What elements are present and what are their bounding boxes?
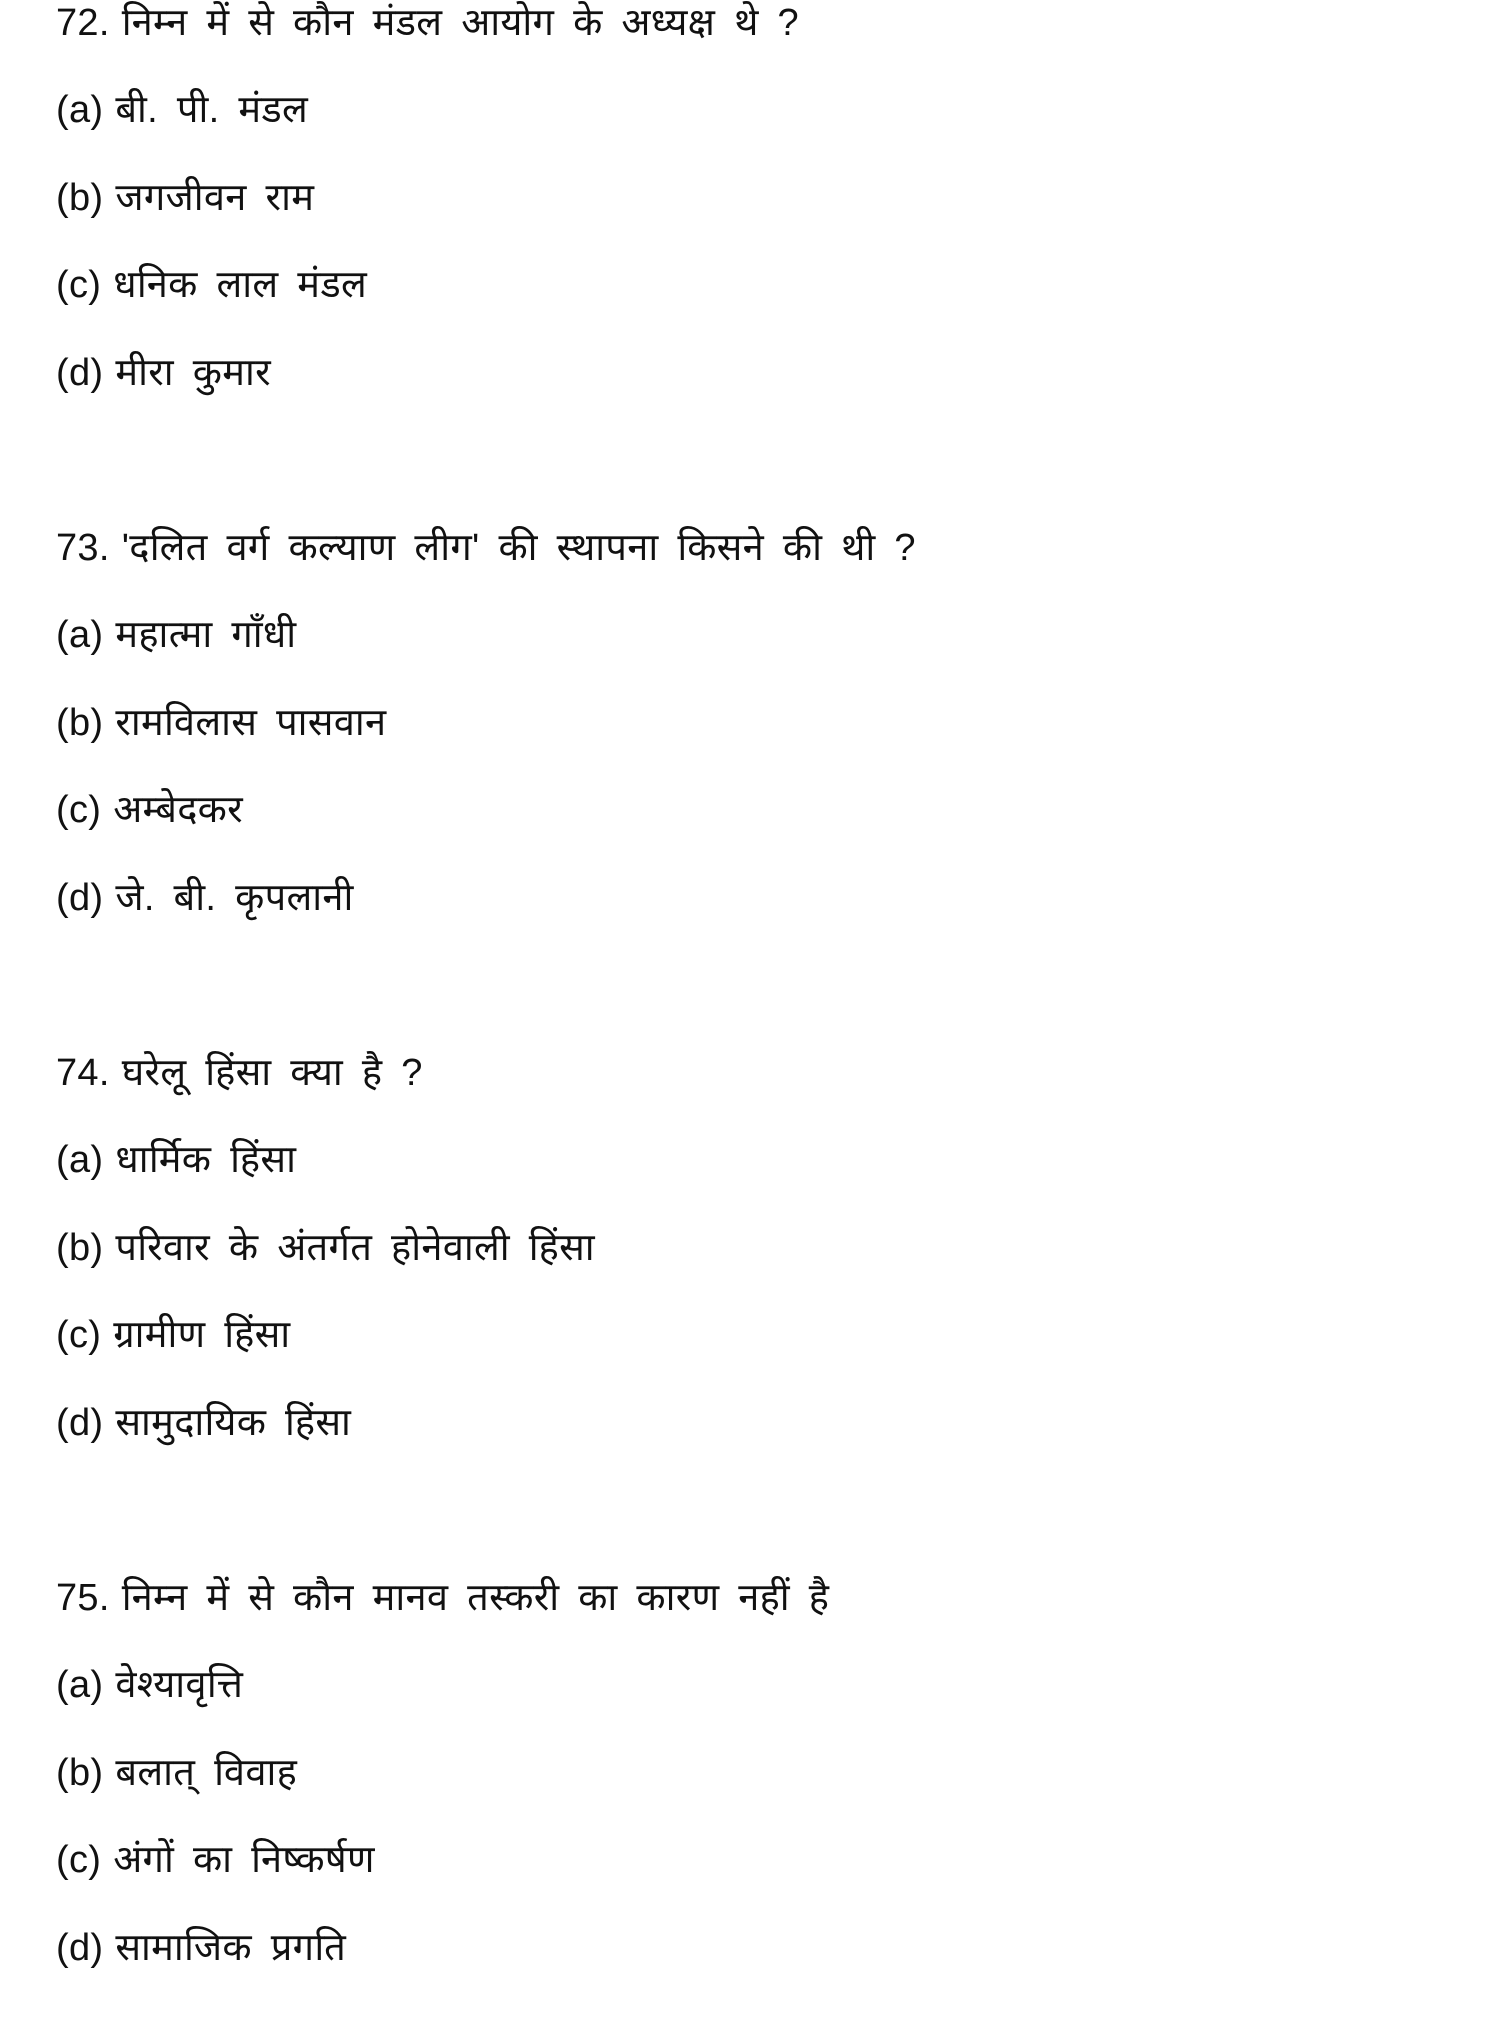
question-number: 74. [56,1052,110,1094]
option-text: जगजीवन राम [115,177,315,219]
option-75-b [56,1743,297,1803]
option-73-b [56,693,386,753]
question-74 [56,1043,423,1103]
option-text: मीरा कुमार [115,352,271,394]
option-label: (a) [56,89,104,131]
option-text: बलात् विवाह [115,1752,298,1794]
option-label: (a) [56,1139,104,1181]
question-75 [56,1568,829,1628]
option-74-c [56,1305,290,1365]
option-label: (c) [56,264,102,306]
option-text: धार्मिक हिंसा [115,1139,297,1181]
option-label: (a) [56,614,104,656]
option-text: जे. बी. कृपलानी [115,877,354,919]
option-label: (c) [56,1839,102,1881]
question-72 [56,0,799,53]
option-72-b [56,168,314,228]
option-73-c [56,780,243,840]
question-text: निम्न में से कौन मंडल आयोग के अध्यक्ष थे ? [121,2,799,44]
option-text: परिवार के अंतर्गत होनेवाली हिंसा [115,1227,595,1269]
option-label: (d) [56,1927,104,1969]
option-label: (d) [56,1402,104,1444]
option-label: (b) [56,702,104,744]
option-74-b [56,1218,595,1278]
option-label: (a) [56,1664,104,1706]
option-text: बी. पी. मंडल [115,89,309,131]
question-text: निम्न में से कौन मानव तस्करी का कारण नहीं है [121,1577,830,1619]
option-text: वेश्यावृत्ति [115,1664,244,1706]
option-text: ग्रामीण हिंसा [113,1314,291,1356]
option-74-a [56,1130,296,1190]
option-75-c [56,1830,375,1890]
option-text: महात्मा गाँधी [115,614,297,656]
option-text: सामाजिक प्रगति [115,1927,347,1969]
option-text: धनिक लाल मंडल [113,264,368,306]
option-72-d [56,343,271,403]
option-75-a [56,1655,243,1715]
question-number: 75. [56,1577,110,1619]
option-text: अंगों का निष्कर्षण [113,1839,375,1881]
option-73-a [56,605,296,665]
question-73 [56,518,916,578]
option-label: (b) [56,177,104,219]
question-text: 'दलित वर्ग कल्याण लीग' की स्थापना किसने की थी ? [121,527,916,569]
question-number: 72. [56,2,110,44]
option-72-c [56,255,367,315]
option-label: (c) [56,1314,102,1356]
option-75-d [56,1918,346,1978]
option-label: (d) [56,877,104,919]
option-label: (b) [56,1752,104,1794]
option-text: सामुदायिक हिंसा [115,1402,352,1444]
option-74-d [56,1393,351,1453]
option-73-d [56,868,354,928]
option-text: अम्बेदकर [113,789,244,831]
question-number: 73. [56,527,110,569]
option-text: रामविलास पासवान [115,702,387,744]
option-72-a [56,80,308,140]
option-label: (d) [56,352,104,394]
option-label: (b) [56,1227,104,1269]
question-text: घरेलू हिंसा क्या है ? [121,1052,423,1094]
option-label: (c) [56,789,102,831]
